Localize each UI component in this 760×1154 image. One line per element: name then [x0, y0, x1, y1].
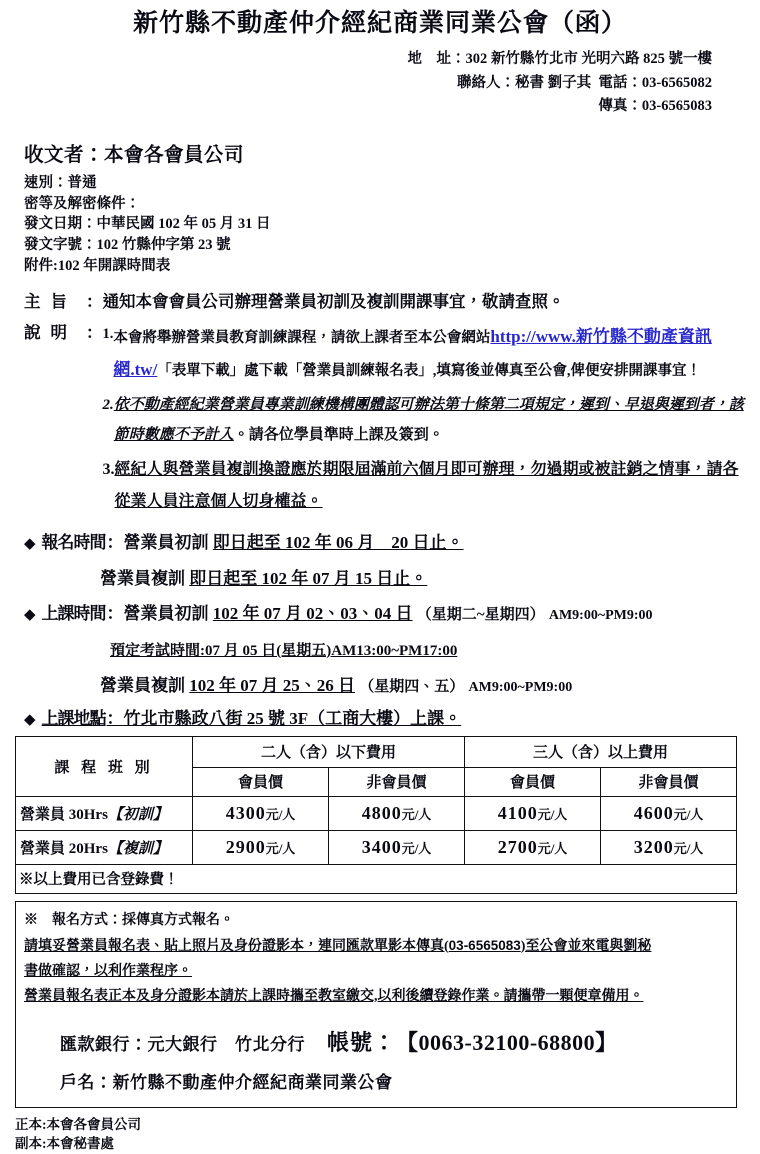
explanation-item-1-part1: 本會將舉辦營業員教育訓練課程，請欲上課者至本公會網站: [113, 330, 491, 347]
contact-person-value: 秘書 劉子其: [515, 74, 592, 91]
diamond-bullet-icon: ◆: [24, 535, 36, 552]
address-label: 地 址：: [407, 51, 466, 68]
explanation-item-1-number: 1.: [102, 326, 114, 343]
explanation-item-2-number: 2.: [102, 397, 114, 414]
table-row-2-price-4: 3200元/人: [601, 830, 737, 864]
meta-secrecy: 密等及解密條件：: [24, 195, 140, 212]
explanation-item-2-underlined: 依不動產經紀業營業員專業訓練機構團體認可辦法第十條第二項規定，遲到、早退與遲到者，該節時數應不予計入: [113, 397, 744, 444]
class-time-weekday-3: （星期四、五）: [359, 679, 465, 696]
table-group-header-2: 三人（含）以上費用: [465, 736, 737, 767]
table-row-1-name: [16, 796, 193, 830]
explanation-item-2-tail: 。請各位學員準時上課及簽到。: [233, 427, 444, 444]
table-row: [16, 864, 737, 893]
class-time-heading: 上課時間: [41, 603, 106, 623]
subject-section: [24, 289, 746, 521]
registration-instructions-line-3: 營業員報名表正本及身分證影本請於上課時攜至教室繳交,以利後續登錄作業。請攜帶一顆便章備用。: [24, 988, 644, 1004]
registration-info-box: [15, 901, 737, 1108]
account-holder: 戶名：新竹縣不動產仲介經紀商業同業公會: [60, 1072, 393, 1092]
signup-time-value-2: 即日起至 102 年 07 月 15 日止。: [189, 569, 428, 589]
subject-colon: ：: [86, 292, 103, 312]
exam-time-value: 預定考試時間:07 月 05 日(星期五)AM13:00~PM17:00: [110, 642, 458, 659]
table-row-2-name-prefix: 營業員 20Hrs: [20, 840, 108, 857]
document-meta: [24, 173, 746, 277]
registration-instructions-part-b: )至公會並來電與劉秘: [520, 938, 652, 954]
class-time-course-3: 營業員複訓: [100, 676, 185, 696]
price-unit: 元/人: [401, 840, 432, 856]
table-row-2-name-tag: 【複訓】: [107, 840, 168, 857]
explanation-item-3: [103, 454, 747, 516]
table-sub-header-3: 會員價: [465, 767, 601, 796]
table-row-1-name-tag: 【初訓】: [107, 806, 168, 823]
explanation-label: 說明: [24, 323, 77, 343]
registration-instructions-part-a: 請填妥營業員報名表、貼上照片及身份證影本，連同匯款單影本傳真(: [24, 938, 449, 954]
signup-time-colon: ：: [106, 532, 124, 552]
explanation-item-1: [103, 320, 747, 386]
price-unit: 元/人: [265, 840, 296, 856]
table-row: [16, 736, 737, 767]
explanation-item-1-part2: 「表單下載」處下載「營業員訓練報名表」,填寫後並傳真至公會,俾便安排開課事宜！: [157, 363, 702, 380]
table-sub-header-2: 非會員價: [329, 767, 465, 796]
class-place-heading: 上課地點: [41, 708, 106, 728]
price-unit: 元/人: [673, 840, 704, 856]
registration-method-line: ※ 報名方式：採傳真方式報名。: [24, 912, 234, 928]
meta-doc-number: 發文字號：102 竹縣仲字第 23 號: [24, 237, 231, 254]
table-sub-header-4: 非會員價: [601, 767, 737, 796]
class-time-dates-1: 102 年 07 月 02、03、04 日: [212, 603, 413, 623]
phone-value: 03-6565082: [641, 74, 712, 91]
signup-time-heading: 報名時間: [41, 532, 106, 552]
fax-line: [14, 95, 712, 118]
explanation-colon: ：: [86, 323, 103, 343]
table-row-2-price-3: 2700元/人: [465, 830, 601, 864]
explanation-item-2: [103, 390, 747, 450]
contact-person-line: [14, 72, 712, 95]
class-place-row: [24, 706, 746, 732]
table-footnote: ※以上費用已含登錄費！: [16, 864, 737, 893]
phone-label: 電話：: [598, 74, 642, 91]
table-row: [16, 796, 737, 830]
meta-speed: 速別：普通: [24, 174, 97, 191]
table-row-1-name-prefix: 營業員 30Hrs: [20, 806, 108, 823]
table-category-header: 課 程 班 別: [16, 736, 193, 796]
class-time-row-1: [24, 601, 746, 627]
table-row-2-price-2: 3400元/人: [329, 830, 465, 864]
class-time-hours-3: AM9:00~PM9:00: [468, 680, 573, 696]
signup-time-course-1: 營業員初訓: [123, 532, 209, 552]
subject-label: 主旨: [24, 292, 77, 312]
address-line: [14, 48, 712, 71]
bank-info: [24, 1023, 728, 1098]
explanation-item-3-underlined: 經紀人與營業員複訓換證應於期限屆滿前六個月即可辦理，勿過期或被註銷之情事，請各從業人員注意個人切身權益。: [114, 461, 739, 510]
class-time-weekday-1: （星期二~星期四）: [416, 606, 545, 623]
diamond-bullet-icon: ◆: [24, 606, 36, 623]
address-value: 302 新竹縣竹北市 光明六路 825 號一樓: [465, 51, 712, 68]
class-time-colon: ：: [106, 603, 124, 623]
price-unit: 元/人: [537, 840, 568, 856]
class-time-hours-1: AM9:00~PM9:00: [548, 607, 653, 623]
signup-time-row-1: [24, 530, 746, 556]
bank-label: 匯款銀行：元大銀行 竹北分行: [60, 1034, 305, 1054]
fax-number-inline: 03-6565083: [448, 937, 521, 953]
footer-copy: 副本:本會秘書處: [15, 1136, 114, 1152]
footer-original: 正本:本會各會員公司: [15, 1116, 141, 1132]
explanation-item-1-text: [113, 320, 746, 386]
explanation-item-3-number: 3.: [102, 461, 115, 479]
class-time-dates-3: 102 年 07 月 25、26 日: [189, 676, 355, 696]
table-row-2-name: [16, 830, 193, 864]
class-time-section: [24, 601, 746, 700]
document-title: 新竹縣不動產仲介經紀商業同業公會（函）: [132, 10, 627, 37]
table-row-1-price-2: 4800元/人: [329, 796, 465, 830]
subject-text: 通知本會會員公司辦理營業員初訓及複訓開課事宜，敬請查照。: [102, 292, 565, 312]
table-row-2-price-1: 2900元/人: [193, 830, 329, 864]
signup-time-course-2: 營業員複訓: [100, 569, 185, 589]
fax-value: 03-6565083: [641, 98, 712, 115]
table-row-1-price-1: 4300元/人: [193, 796, 329, 830]
price-unit: 元/人: [401, 806, 432, 822]
explanation-row: [24, 320, 746, 521]
signup-time-value-1: 即日起至 102 年 06 月 20 日止。: [212, 532, 464, 552]
class-place-colon: ：: [106, 708, 124, 728]
explanation-list: [103, 320, 747, 521]
table-row: [16, 830, 737, 864]
contact-person-label: 聯絡人：: [457, 74, 516, 91]
class-place-value: 竹北市縣政八街 25 號 3F（工商大樓）上課。: [123, 708, 462, 728]
exam-time-row: [110, 637, 746, 663]
price-unit: 元/人: [265, 806, 296, 822]
account-number: 【0063-32100-68800】: [396, 1029, 618, 1055]
table-group-header-1: 二人（含）以下費用: [193, 736, 465, 767]
class-time-course-1: 營業員初訓: [123, 603, 209, 623]
price-unit: 元/人: [673, 806, 704, 822]
registration-instructions-line-1: [24, 934, 728, 960]
signup-time-row-2: [100, 566, 746, 592]
class-time-row-3: [100, 673, 746, 699]
association-website-link[interactable]: http://www.新竹縣不動產資訊網.tw/: [113, 327, 712, 380]
price-unit: 元/人: [537, 806, 568, 822]
meta-attachment: 附件:102 年開課時間表: [24, 258, 171, 275]
fax-label: 傳真：: [598, 98, 642, 115]
diamond-bullet-icon: ◆: [24, 711, 36, 728]
class-place-section: [24, 706, 746, 732]
subject-row: [24, 289, 746, 314]
class-time-row-1-body: [124, 601, 746, 627]
table-row-1-price-3: 4100元/人: [465, 796, 601, 830]
meta-issue-date: 發文日期：中華民國 102 年 05 月 31 日: [24, 216, 271, 233]
document-footer: [15, 1115, 746, 1154]
signup-time-row-1-body: [124, 530, 746, 556]
bank-line: [60, 1023, 728, 1062]
table-row-1-price-4: 4600元/人: [601, 796, 737, 830]
price-table: [15, 736, 737, 894]
contact-block: [14, 48, 746, 118]
table-sub-header-1: 會員價: [193, 767, 329, 796]
signup-time-section: [24, 530, 746, 593]
explanation-item-2-text: [114, 390, 746, 450]
account-label: 帳號：: [327, 1029, 397, 1055]
explanation-item-3-text: [115, 454, 747, 516]
registration-instructions-line-2: 書做確認，以利作業程序。: [24, 963, 192, 979]
recipient-line: 收文者：本會各會員公司: [24, 144, 245, 166]
